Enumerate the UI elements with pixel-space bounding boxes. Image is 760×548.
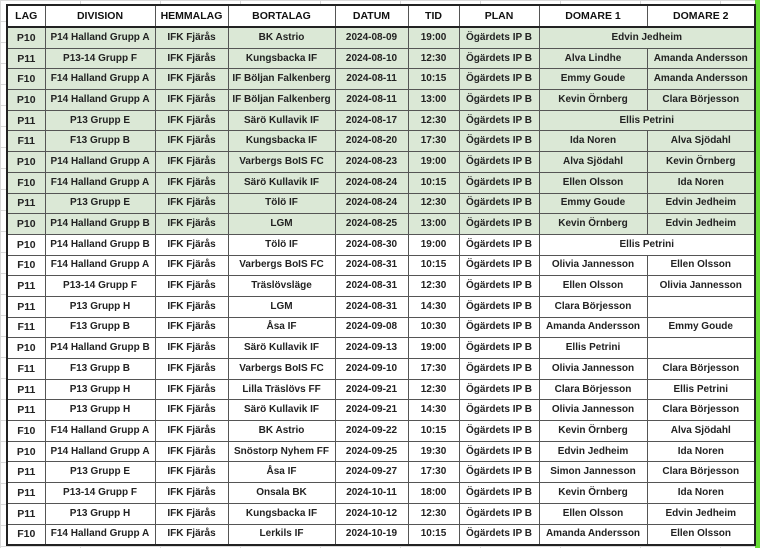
table-row [7, 338, 755, 359]
cell-division[interactable]: P13 Grupp H [45, 296, 155, 317]
cell-hemmalag[interactable]: IFK Fjärås [155, 379, 228, 400]
cell-datum[interactable]: 2024-08-24 [335, 172, 408, 193]
cell-lag[interactable]: P10 [7, 234, 45, 255]
table-row [7, 317, 755, 338]
cell-bortalag[interactable]: BK Astrio [228, 421, 335, 442]
cell-domare-1[interactable]: Ellen Olsson [539, 276, 647, 297]
cell-plan[interactable]: Ögärdets IP B [459, 483, 539, 504]
cell-plan[interactable]: Ögärdets IP B [459, 131, 539, 152]
cell-tid[interactable]: 10:15 [408, 421, 459, 442]
header-tid[interactable]: TID [408, 5, 459, 27]
cell-plan[interactable]: Ögärdets IP B [459, 338, 539, 359]
cell-datum[interactable]: 2024-09-21 [335, 400, 408, 421]
cell-domare-2[interactable]: Ida Noren [647, 441, 755, 462]
cell-tid[interactable]: 18:00 [408, 483, 459, 504]
cell-division[interactable]: P14 Halland Grupp B [45, 234, 155, 255]
table-row [7, 400, 755, 421]
cell-hemmalag[interactable]: IFK Fjärås [155, 503, 228, 524]
cell-hemmalag[interactable]: IFK Fjärås [155, 400, 228, 421]
cell-hemmalag[interactable]: IFK Fjärås [155, 48, 228, 69]
cell-plan[interactable]: Ögärdets IP B [459, 152, 539, 173]
cell-bortalag[interactable]: Onsala BK [228, 483, 335, 504]
cell-lag[interactable]: P10 [7, 338, 45, 359]
table-row [7, 27, 755, 48]
cell-plan[interactable]: Ögärdets IP B [459, 255, 539, 276]
cell-tid[interactable]: 12:30 [408, 110, 459, 131]
cell-tid[interactable]: 13:00 [408, 90, 459, 111]
cell-tid[interactable]: 17:30 [408, 462, 459, 483]
cell-domare-1[interactable]: Olivia Jannesson [539, 400, 647, 421]
table-row [7, 193, 755, 214]
cell-division[interactable]: P13-14 Grupp F [45, 48, 155, 69]
cell-lag[interactable]: P11 [7, 296, 45, 317]
cell-domare-1[interactable]: Emmy Goude [539, 193, 647, 214]
header-domare-1[interactable]: DOMARE 1 [539, 5, 647, 27]
cell-bortalag[interactable]: Kungsbacka IF [228, 131, 335, 152]
cell-plan[interactable]: Ögärdets IP B [459, 524, 539, 545]
cell-division[interactable]: P13 Grupp H [45, 503, 155, 524]
cell-domare-1[interactable]: Emmy Goude [539, 69, 647, 90]
cell-domare-2[interactable]: Clara Börjesson [647, 400, 755, 421]
cell-domare-2[interactable]: Ida Noren [647, 483, 755, 504]
cell-division[interactable]: F14 Halland Grupp A [45, 69, 155, 90]
cell-plan[interactable]: Ögärdets IP B [459, 193, 539, 214]
cell-domare-1[interactable]: Ida Noren [539, 131, 647, 152]
cell-bortalag[interactable]: Särö Kullavik IF [228, 172, 335, 193]
table-row [7, 172, 755, 193]
cell-lag[interactable]: P11 [7, 462, 45, 483]
cell-division[interactable]: P13 Grupp E [45, 193, 155, 214]
cell-tid[interactable]: 17:30 [408, 359, 459, 380]
cell-lag[interactable]: F10 [7, 69, 45, 90]
cell-datum[interactable]: 2024-10-19 [335, 524, 408, 545]
table-row [7, 483, 755, 504]
table-row [7, 214, 755, 235]
table-row [7, 379, 755, 400]
table-row [7, 110, 755, 131]
cell-domare-1[interactable]: Edvin Jedheim [539, 441, 647, 462]
cell-datum[interactable]: 2024-08-10 [335, 48, 408, 69]
table-row [7, 131, 755, 152]
cell-datum[interactable]: 2024-09-08 [335, 317, 408, 338]
cell-plan[interactable]: Ögärdets IP B [459, 69, 539, 90]
cell-tid[interactable]: 10:15 [408, 172, 459, 193]
cell-tid[interactable]: 12:30 [408, 276, 459, 297]
cell-domare-2[interactable]: Kevin Örnberg [647, 152, 755, 173]
cell-domare-2[interactable]: Emmy Goude [647, 317, 755, 338]
cell-hemmalag[interactable]: IFK Fjärås [155, 462, 228, 483]
table-row [7, 234, 755, 255]
cell-bortalag[interactable]: Tölö IF [228, 193, 335, 214]
cell-hemmalag[interactable]: IFK Fjärås [155, 214, 228, 235]
cell-domare-1[interactable]: Ellen Olsson [539, 503, 647, 524]
cell-bortalag[interactable]: Särö Kullavik IF [228, 338, 335, 359]
cell-bortalag[interactable]: Varbergs BoIS FC [228, 152, 335, 173]
cell-division[interactable]: P14 Halland Grupp B [45, 338, 155, 359]
cell-division[interactable]: P14 Halland Grupp B [45, 214, 155, 235]
table-row [7, 276, 755, 297]
cell-tid[interactable]: 12:30 [408, 379, 459, 400]
cell-domare-2[interactable] [647, 296, 755, 317]
cell-plan[interactable]: Ögärdets IP B [459, 90, 539, 111]
cell-domare-2[interactable]: Ellen Olsson [647, 255, 755, 276]
cell-tid[interactable]: 10:15 [408, 69, 459, 90]
cell-datum[interactable]: 2024-10-11 [335, 483, 408, 504]
table-row [7, 441, 755, 462]
table-row [7, 90, 755, 111]
cell-domare-1[interactable]: Amanda Andersson [539, 317, 647, 338]
cell-domare-1[interactable]: Amanda Andersson [539, 524, 647, 545]
cell-domare-2[interactable]: Olivia Jannesson [647, 276, 755, 297]
cell-plan[interactable]: Ögärdets IP B [459, 359, 539, 380]
cell-lag[interactable]: P10 [7, 441, 45, 462]
table-row [7, 48, 755, 69]
cell-lag[interactable]: P11 [7, 503, 45, 524]
cell-domare-1[interactable]: Alva Lindhe [539, 48, 647, 69]
table-row [7, 462, 755, 483]
match-schedule-table [6, 4, 756, 546]
cell-division[interactable]: F14 Halland Grupp A [45, 421, 155, 442]
cell-division[interactable]: P13-14 Grupp F [45, 276, 155, 297]
cell-plan[interactable]: Ögärdets IP B [459, 276, 539, 297]
cell-tid[interactable]: 19:00 [408, 152, 459, 173]
cell-bortalag[interactable]: Träslövsläge [228, 276, 335, 297]
cell-tid[interactable]: 19:00 [408, 234, 459, 255]
cell-datum[interactable]: 2024-08-11 [335, 90, 408, 111]
cell-division[interactable]: F13 Grupp B [45, 359, 155, 380]
table-row [7, 69, 755, 90]
cell-tid[interactable]: 14:30 [408, 296, 459, 317]
cell-datum[interactable]: 2024-08-31 [335, 255, 408, 276]
cell-domare-2[interactable]: Edvin Jedheim [647, 193, 755, 214]
header-lag[interactable]: LAG [7, 5, 45, 27]
cell-lag[interactable]: P11 [7, 110, 45, 131]
schedule-body [7, 27, 755, 545]
cell-datum[interactable]: 2024-09-21 [335, 379, 408, 400]
cell-datum[interactable]: 2024-08-09 [335, 27, 408, 48]
cell-plan[interactable]: Ögärdets IP B [459, 400, 539, 421]
cell-domare-2[interactable]: Ellen Olsson [647, 524, 755, 545]
cell-plan[interactable]: Ögärdets IP B [459, 379, 539, 400]
cell-domare-merged[interactable]: Ellis Petrini [539, 110, 755, 131]
cell-domare-1[interactable]: Olivia Jannesson [539, 255, 647, 276]
cell-datum[interactable]: 2024-09-22 [335, 421, 408, 442]
cell-lag[interactable]: F10 [7, 421, 45, 442]
cell-datum[interactable]: 2024-08-25 [335, 214, 408, 235]
cell-domare-2[interactable] [647, 338, 755, 359]
cell-tid[interactable]: 19:00 [408, 27, 459, 48]
cell-domare-1[interactable]: Kevin Örnberg [539, 214, 647, 235]
cell-domare-1[interactable]: Kevin Örnberg [539, 421, 647, 442]
cell-division[interactable]: F14 Halland Grupp A [45, 172, 155, 193]
cell-tid[interactable]: 12:30 [408, 48, 459, 69]
cell-lag[interactable]: F11 [7, 359, 45, 380]
cell-hemmalag[interactable]: IFK Fjärås [155, 131, 228, 152]
cell-lag[interactable]: P11 [7, 379, 45, 400]
cell-bortalag[interactable]: Lerkils IF [228, 524, 335, 545]
cell-tid[interactable]: 17:30 [408, 131, 459, 152]
cell-division[interactable]: P13 Grupp H [45, 379, 155, 400]
cell-datum[interactable]: 2024-08-31 [335, 296, 408, 317]
cell-hemmalag[interactable]: IFK Fjärås [155, 193, 228, 214]
cell-domare-2[interactable]: Amanda Andersson [647, 69, 755, 90]
table-row [7, 503, 755, 524]
cell-tid[interactable]: 13:00 [408, 214, 459, 235]
cell-plan[interactable]: Ögärdets IP B [459, 421, 539, 442]
cell-hemmalag[interactable]: IFK Fjärås [155, 441, 228, 462]
header-bortalag[interactable]: BORTALAG [228, 5, 335, 27]
cell-lag[interactable]: P11 [7, 400, 45, 421]
cell-lag[interactable]: P11 [7, 483, 45, 504]
cell-tid[interactable]: 10:15 [408, 524, 459, 545]
cell-plan[interactable]: Ögärdets IP B [459, 317, 539, 338]
cell-plan[interactable]: Ögärdets IP B [459, 48, 539, 69]
cell-tid[interactable]: 12:30 [408, 503, 459, 524]
cell-plan[interactable]: Ögärdets IP B [459, 172, 539, 193]
cell-lag[interactable]: P10 [7, 27, 45, 48]
cell-division[interactable]: P14 Halland Grupp A [45, 27, 155, 48]
cell-datum[interactable]: 2024-09-13 [335, 338, 408, 359]
cell-bortalag[interactable]: Varbergs BoIS FC [228, 359, 335, 380]
cell-lag[interactable]: F10 [7, 172, 45, 193]
cell-division[interactable]: F14 Halland Grupp A [45, 255, 155, 276]
cell-bortalag[interactable]: LGM [228, 296, 335, 317]
cell-domare-2[interactable]: Ida Noren [647, 172, 755, 193]
cell-bortalag[interactable]: Varbergs BoIS FC [228, 255, 335, 276]
cell-domare-2[interactable]: Clara Börjesson [647, 462, 755, 483]
cell-domare-2[interactable]: Clara Börjesson [647, 359, 755, 380]
cell-domare-2[interactable]: Alva Sjödahl [647, 131, 755, 152]
cell-tid[interactable]: 14:30 [408, 400, 459, 421]
cell-plan[interactable]: Ögärdets IP B [459, 441, 539, 462]
cell-domare-2[interactable]: Alva Sjödahl [647, 421, 755, 442]
cell-domare-merged[interactable]: Ellis Petrini [539, 234, 755, 255]
cell-hemmalag[interactable]: IFK Fjärås [155, 69, 228, 90]
cell-bortalag[interactable]: IF Böljan Falkenberg [228, 69, 335, 90]
cell-bortalag[interactable]: Särö Kullavik IF [228, 400, 335, 421]
cell-bortalag[interactable]: Kungsbacka IF [228, 503, 335, 524]
cell-datum[interactable]: 2024-08-20 [335, 131, 408, 152]
cell-datum[interactable]: 2024-08-23 [335, 152, 408, 173]
cell-hemmalag[interactable]: IFK Fjärås [155, 110, 228, 131]
cell-lag[interactable]: F10 [7, 524, 45, 545]
cell-bortalag[interactable]: Tölö IF [228, 234, 335, 255]
cell-hemmalag[interactable]: IFK Fjärås [155, 255, 228, 276]
cell-division[interactable]: P14 Halland Grupp A [45, 441, 155, 462]
header-domare-2[interactable]: DOMARE 2 [647, 5, 755, 27]
cell-datum[interactable]: 2024-08-11 [335, 69, 408, 90]
cell-division[interactable]: P14 Halland Grupp A [45, 152, 155, 173]
cell-datum[interactable]: 2024-08-17 [335, 110, 408, 131]
cell-domare-1[interactable]: Alva Sjödahl [539, 152, 647, 173]
cell-hemmalag[interactable]: IFK Fjärås [155, 27, 228, 48]
cell-domare-2[interactable]: Ellis Petrini [647, 379, 755, 400]
cell-hemmalag[interactable]: IFK Fjärås [155, 152, 228, 173]
cell-hemmalag[interactable]: IFK Fjärås [155, 90, 228, 111]
cell-lag[interactable]: P10 [7, 214, 45, 235]
cell-lag[interactable]: F11 [7, 317, 45, 338]
table-row [7, 296, 755, 317]
cell-domare-1[interactable]: Ellen Olsson [539, 172, 647, 193]
cell-plan[interactable]: Ögärdets IP B [459, 296, 539, 317]
cell-plan[interactable]: Ögärdets IP B [459, 462, 539, 483]
cell-domare-1[interactable]: Clara Börjesson [539, 379, 647, 400]
header-datum[interactable]: DATUM [335, 5, 408, 27]
cell-bortalag[interactable]: IF Böljan Falkenberg [228, 90, 335, 111]
cell-domare-2[interactable]: Edvin Jedheim [647, 214, 755, 235]
table-row [7, 255, 755, 276]
cell-domare-2[interactable]: Clara Börjesson [647, 90, 755, 111]
table-row [7, 524, 755, 545]
table-row [7, 421, 755, 442]
cell-lag[interactable]: F10 [7, 255, 45, 276]
cell-hemmalag[interactable]: IFK Fjärås [155, 296, 228, 317]
cell-datum[interactable]: 2024-09-27 [335, 462, 408, 483]
header-row [7, 5, 755, 27]
cell-hemmalag[interactable]: IFK Fjärås [155, 359, 228, 380]
cell-domare-1[interactable]: Kevin Örnberg [539, 483, 647, 504]
cell-bortalag[interactable]: Snöstorp Nyhem FF [228, 441, 335, 462]
cell-domare-1[interactable]: Clara Börjesson [539, 296, 647, 317]
cell-hemmalag[interactable]: IFK Fjärås [155, 421, 228, 442]
cell-lag[interactable]: P10 [7, 90, 45, 111]
cell-datum[interactable]: 2024-08-24 [335, 193, 408, 214]
cell-division[interactable]: F14 Halland Grupp A [45, 524, 155, 545]
cell-hemmalag[interactable]: IFK Fjärås [155, 338, 228, 359]
cell-datum[interactable]: 2024-08-31 [335, 276, 408, 297]
cell-hemmalag[interactable]: IFK Fjärås [155, 172, 228, 193]
cell-tid[interactable]: 10:30 [408, 317, 459, 338]
cell-hemmalag[interactable]: IFK Fjärås [155, 317, 228, 338]
header-plan[interactable]: PLAN [459, 5, 539, 27]
cell-hemmalag[interactable]: IFK Fjärås [155, 483, 228, 504]
cell-domare-2[interactable]: Amanda Andersson [647, 48, 755, 69]
cell-division[interactable]: P13-14 Grupp F [45, 483, 155, 504]
cell-bortalag[interactable]: Lilla Träslövs FF [228, 379, 335, 400]
cell-datum[interactable]: 2024-10-12 [335, 503, 408, 524]
cell-domare-1[interactable]: Olivia Jannesson [539, 359, 647, 380]
header-division[interactable]: DIVISION [45, 5, 155, 27]
cell-bortalag[interactable]: LGM [228, 214, 335, 235]
cell-tid[interactable]: 19:00 [408, 338, 459, 359]
cell-lag[interactable]: P11 [7, 193, 45, 214]
cell-domare-1[interactable]: Simon Jannesson [539, 462, 647, 483]
cell-division[interactable]: F13 Grupp B [45, 317, 155, 338]
cell-bortalag[interactable]: Särö Kullavik IF [228, 110, 335, 131]
cell-division[interactable]: P13 Grupp E [45, 462, 155, 483]
cell-plan[interactable]: Ögärdets IP B [459, 234, 539, 255]
cell-lag[interactable]: P11 [7, 276, 45, 297]
cell-lag[interactable]: F11 [7, 131, 45, 152]
cell-datum[interactable]: 2024-09-10 [335, 359, 408, 380]
table-row [7, 152, 755, 173]
cell-bortalag[interactable]: BK Astrio [228, 27, 335, 48]
cell-tid[interactable]: 19:30 [408, 441, 459, 462]
cell-domare-merged[interactable]: Edvin Jedheim [539, 27, 755, 48]
cell-division[interactable]: P13 Grupp H [45, 400, 155, 421]
cell-datum[interactable]: 2024-08-30 [335, 234, 408, 255]
cell-division[interactable]: P14 Halland Grupp A [45, 90, 155, 111]
table-row [7, 359, 755, 380]
cell-hemmalag[interactable]: IFK Fjärås [155, 524, 228, 545]
cell-bortalag[interactable]: Åsa IF [228, 317, 335, 338]
cell-lag[interactable]: P10 [7, 152, 45, 173]
cell-tid[interactable]: 12:30 [408, 193, 459, 214]
cell-domare-1[interactable]: Kevin Örnberg [539, 90, 647, 111]
cell-plan[interactable]: Ögärdets IP B [459, 27, 539, 48]
cell-division[interactable]: P13 Grupp E [45, 110, 155, 131]
cell-domare-1[interactable]: Ellis Petrini [539, 338, 647, 359]
cell-plan[interactable]: Ögärdets IP B [459, 214, 539, 235]
cell-plan[interactable]: Ögärdets IP B [459, 503, 539, 524]
cell-lag[interactable]: P11 [7, 48, 45, 69]
cell-tid[interactable]: 10:15 [408, 255, 459, 276]
cell-hemmalag[interactable]: IFK Fjärås [155, 276, 228, 297]
cell-division[interactable]: F13 Grupp B [45, 131, 155, 152]
cell-hemmalag[interactable]: IFK Fjärås [155, 234, 228, 255]
cell-datum[interactable]: 2024-09-25 [335, 441, 408, 462]
cell-bortalag[interactable]: Åsa IF [228, 462, 335, 483]
cell-bortalag[interactable]: Kungsbacka IF [228, 48, 335, 69]
cell-plan[interactable]: Ögärdets IP B [459, 110, 539, 131]
cell-domare-2[interactable]: Edvin Jedheim [647, 503, 755, 524]
header-hemmalag[interactable]: HEMMALAG [155, 5, 228, 27]
